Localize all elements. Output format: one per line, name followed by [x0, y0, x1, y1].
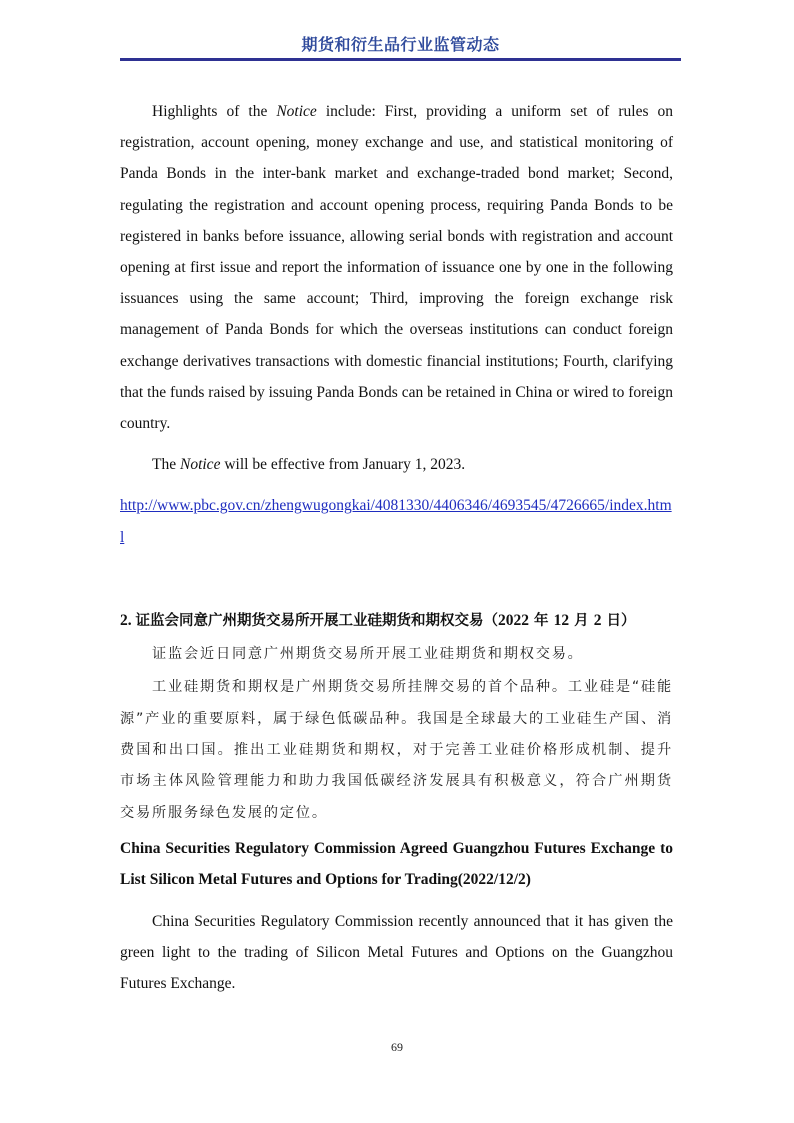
notice-italic: Notice [179, 456, 221, 474]
heading-year-char: 年 [529, 612, 554, 629]
header-divider [120, 58, 681, 61]
effective-date-paragraph [120, 449, 673, 480]
highlights-prefix: Highlights of the [152, 103, 277, 120]
heading-day: 2 [593, 611, 602, 629]
source-link-block [120, 490, 673, 552]
english-paragraph: China Securities Regulatory Commission recently announced that it has given the green light to the trading of Silicon Metal Futures and Options on the Guangzhou Futures Exchange. [120, 912, 673, 993]
highlights-paragraph [120, 96, 673, 439]
heading-year: 2022 [498, 611, 529, 629]
effective-prefix: The [152, 456, 180, 474]
page-number: 69 [391, 1040, 403, 1054]
heading-day-char: 日） [601, 612, 636, 629]
effective-body: will be effective from January 1, 2023. [220, 456, 466, 474]
cn-paragraph-summary: 证监会近日同意广州期货交易所开展工业硅期货和期权交易。 [152, 645, 584, 662]
notice-italic: Notice [276, 103, 317, 120]
section-title-cn: 证监会同意广州期货交易所开展工业硅期货和期权交易（ [135, 612, 498, 629]
section-heading [120, 605, 673, 637]
english-heading: China Securities Regulatory Commission Agreed Guangzhou Futures Exchange to List Silicon Metal Futures and Options for Trading(2022/12/2) [120, 840, 673, 889]
cn-paragraph-detail: 工业硅期货和期权是广州期货交易所挂牌交易的首个品种。工业硅是“硅能源”产业的重要原料，属于绿色低碳品种。我国是全球最大的工业硅生产国、消费国和出口国。推出工业硅期货和期权，对于完善工业硅价格形成机制、提升市场主体风险管理能力和助力我国低碳经济发展具有积极意义，符合广州期货交易所服务绿色发展的定位。 [120, 679, 673, 821]
source-link[interactable]: http://www.pbc.gov.cn/zhengwugongkai/4081330/4406346/4693545/4726665/index.html [120, 497, 672, 546]
heading-month-char: 月 [569, 612, 594, 629]
page-content [120, 96, 673, 999]
section-number: 2. [120, 611, 136, 629]
heading-month: 12 [553, 611, 570, 629]
highlights-body: include: First, providing a uniform set of rules on registration, account opening, money exchange and use, and statistical monitoring of Panda Bonds in the inter-bank market and exchange-traded bond market; Second, regulating the registration and account opening process, requiring Panda Bonds to be registered in banks before issuance, allowing serial bonds with registration and account opening at first issue and report the information of issuance one by one in the following issuances using the same account; Third, improving the foreign exchange risk management of Panda Bonds for which the overseas institutions can conduct foreign exchange derivatives transactions with domestic financial institutions; Fourth, clarifying that the funds raised by issuing Panda Bonds can be retained in China or wired to foreign country. [120, 103, 673, 433]
header-title: 期货和衍生品行业监管动态 [301, 35, 500, 54]
page-header [120, 34, 681, 56]
